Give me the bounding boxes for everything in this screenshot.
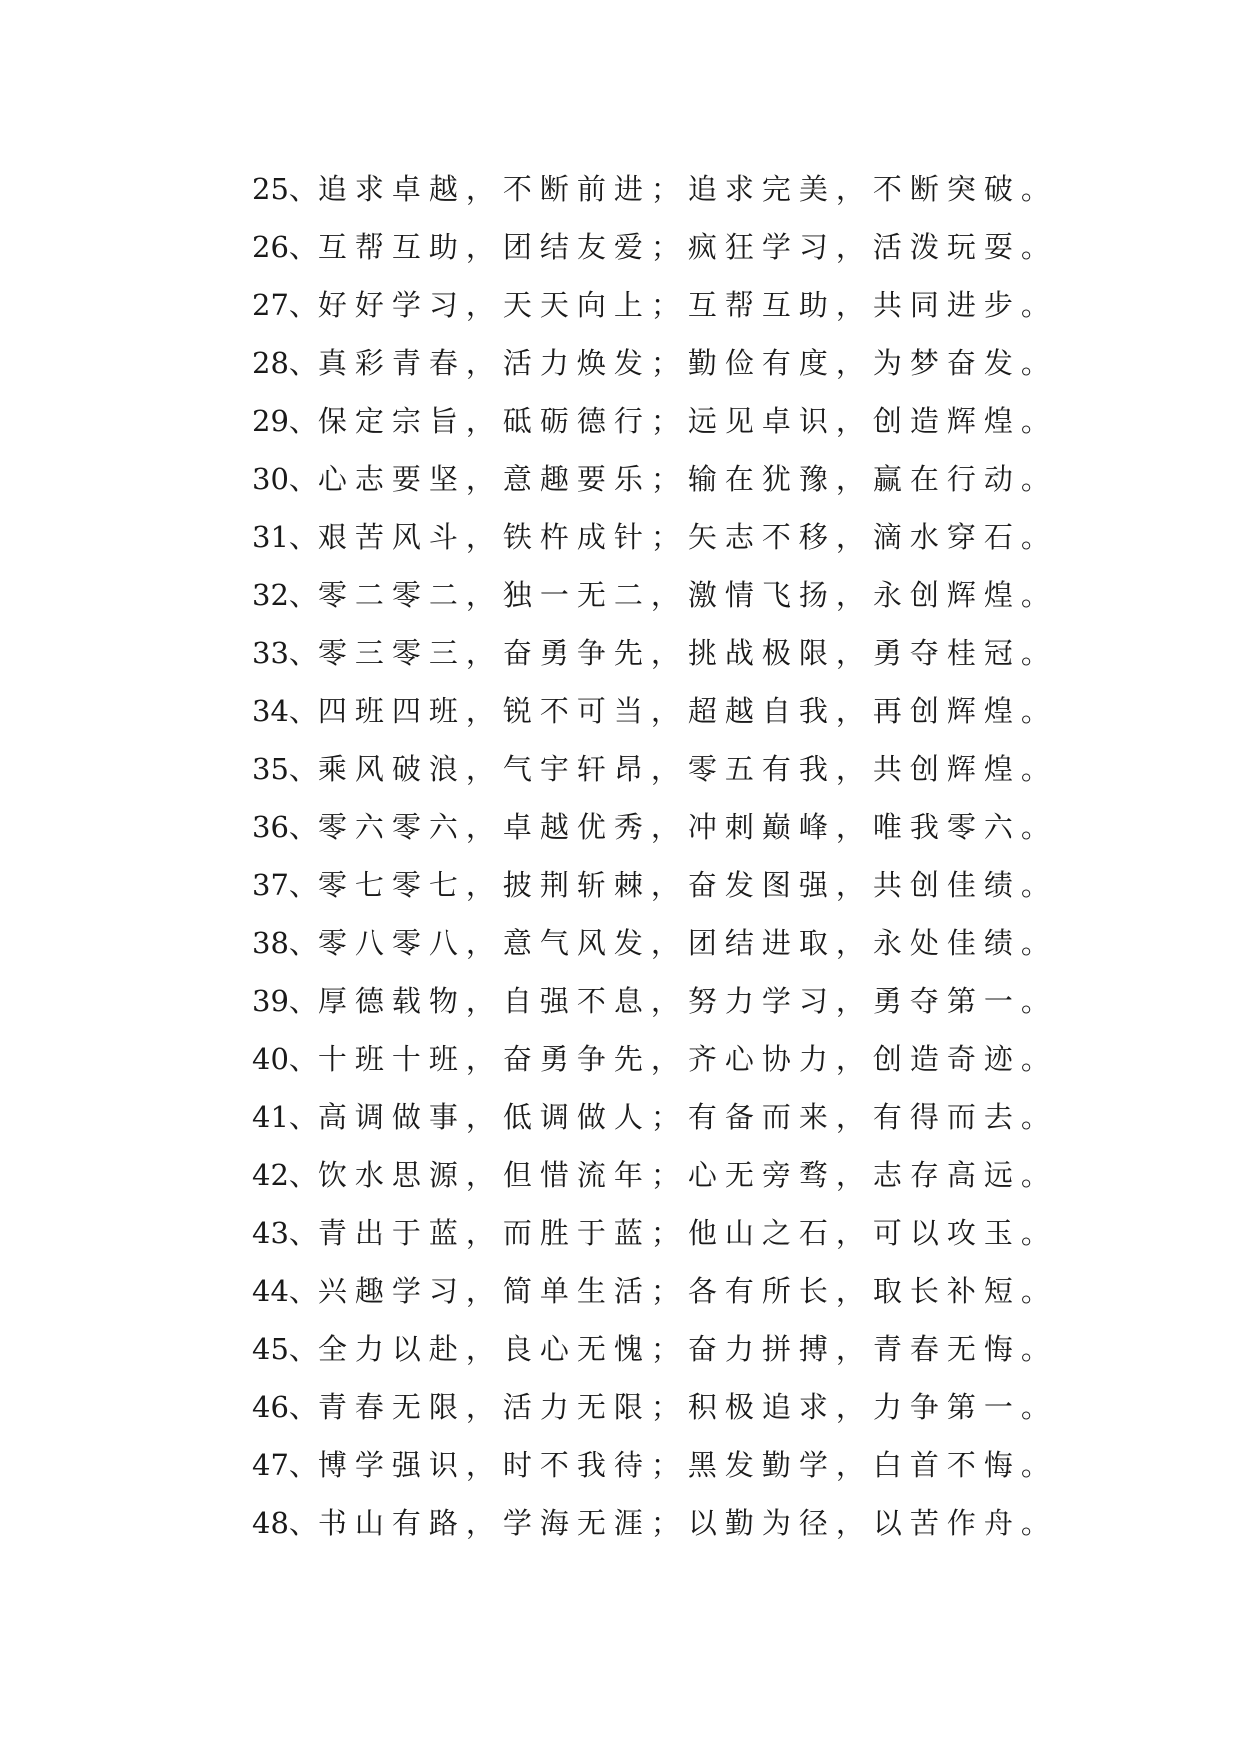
list-item (252, 740, 1058, 798)
item-number: 38、 (252, 926, 318, 960)
item-number: 28、 (252, 346, 318, 380)
list-item (252, 566, 1058, 624)
list-item (252, 1146, 1058, 1204)
list-item (252, 508, 1058, 566)
list-item (252, 334, 1058, 392)
item-text: 零八零八，意气风发，团结进取，永处佳绩。 (317, 926, 1058, 960)
item-number: 31、 (252, 520, 318, 554)
list-item (252, 1204, 1058, 1262)
item-number: 25、 (252, 172, 318, 206)
item-number: 26、 (252, 230, 318, 264)
list-item (252, 392, 1058, 450)
item-number: 29、 (252, 404, 318, 438)
item-number: 43、 (252, 1216, 318, 1250)
item-number: 46、 (252, 1390, 318, 1424)
item-text: 真彩青春，活力焕发；勤俭有度，为梦奋发。 (317, 346, 1058, 380)
item-number: 33、 (252, 636, 318, 670)
item-number: 42、 (252, 1158, 318, 1192)
list-item (252, 218, 1058, 276)
item-text: 好好学习，天天向上；互帮互助，共同进步。 (317, 288, 1058, 322)
item-text: 保定宗旨，砥砺德行；远见卓识，创造辉煌。 (317, 404, 1058, 438)
item-number: 41、 (252, 1100, 318, 1134)
list-item (252, 856, 1058, 914)
item-text: 零六零六，卓越优秀，冲刺巅峰，唯我零六。 (317, 810, 1058, 844)
list-item (252, 1494, 1058, 1552)
item-text: 零二零二，独一无二，激情飞扬，永创辉煌。 (317, 578, 1058, 612)
item-number: 40、 (252, 1042, 318, 1076)
item-number: 35、 (252, 752, 318, 786)
item-text: 零七零七，披荆斩棘，奋发图强，共创佳绩。 (317, 868, 1058, 902)
item-text: 四班四班，锐不可当，超越自我，再创辉煌。 (317, 694, 1058, 728)
list-item (252, 682, 1058, 740)
list-item (252, 276, 1058, 334)
list-item (252, 1320, 1058, 1378)
item-number: 44、 (252, 1274, 318, 1308)
list-item (252, 798, 1058, 856)
list-item (252, 1030, 1058, 1088)
item-number: 34、 (252, 694, 318, 728)
item-text: 互帮互助，团结友爱；疯狂学习，活泼玩耍。 (317, 230, 1058, 264)
item-number: 39、 (252, 984, 318, 1018)
list-item (252, 914, 1058, 972)
item-number: 27、 (252, 288, 318, 322)
item-text: 全力以赴，良心无愧；奋力拼搏，青春无悔。 (317, 1332, 1058, 1366)
item-number: 30、 (252, 462, 318, 496)
item-number: 32、 (252, 578, 318, 612)
list-item (252, 1262, 1058, 1320)
list-item (252, 160, 1058, 218)
item-text: 博学强识，时不我待；黑发勤学，白首不悔。 (317, 1448, 1058, 1482)
item-text: 高调做事，低调做人；有备而来，有得而去。 (317, 1100, 1058, 1134)
item-text: 十班十班，奋勇争先，齐心协力，创造奇迹。 (317, 1042, 1058, 1076)
item-text: 饮水思源，但惜流年；心无旁骛，志存高远。 (317, 1158, 1058, 1192)
list-item (252, 1378, 1058, 1436)
item-number: 37、 (252, 868, 318, 902)
list-item (252, 1088, 1058, 1146)
item-text: 零三零三，奋勇争先，挑战极限，勇夺桂冠。 (317, 636, 1058, 670)
item-text: 乘风破浪，气宇轩昂，零五有我，共创辉煌。 (317, 752, 1058, 786)
item-text: 厚德载物，自强不息，努力学习，勇夺第一。 (317, 984, 1058, 1018)
list-item (252, 1436, 1058, 1494)
item-text: 心志要坚，意趣要乐；输在犹豫，赢在行动。 (317, 462, 1058, 496)
item-number: 36、 (252, 810, 318, 844)
item-text: 艰苦风斗，铁杵成针；矢志不移，滴水穿石。 (317, 520, 1058, 554)
list-item (252, 972, 1058, 1030)
item-text: 兴趣学习，简单生活；各有所长，取长补短。 (317, 1274, 1058, 1308)
item-text: 青春无限，活力无限；积极追求，力争第一。 (317, 1390, 1058, 1424)
item-text: 书山有路，学海无涯；以勤为径，以苦作舟。 (317, 1506, 1058, 1540)
slogan-list (252, 160, 1058, 1552)
item-text: 青出于蓝，而胜于蓝；他山之石，可以攻玉。 (317, 1216, 1058, 1250)
item-number: 48、 (252, 1506, 318, 1540)
list-item (252, 624, 1058, 682)
item-number: 47、 (252, 1448, 318, 1482)
item-text: 追求卓越，不断前进；追求完美，不断突破。 (317, 172, 1058, 206)
list-item (252, 450, 1058, 508)
item-number: 45、 (252, 1332, 318, 1366)
